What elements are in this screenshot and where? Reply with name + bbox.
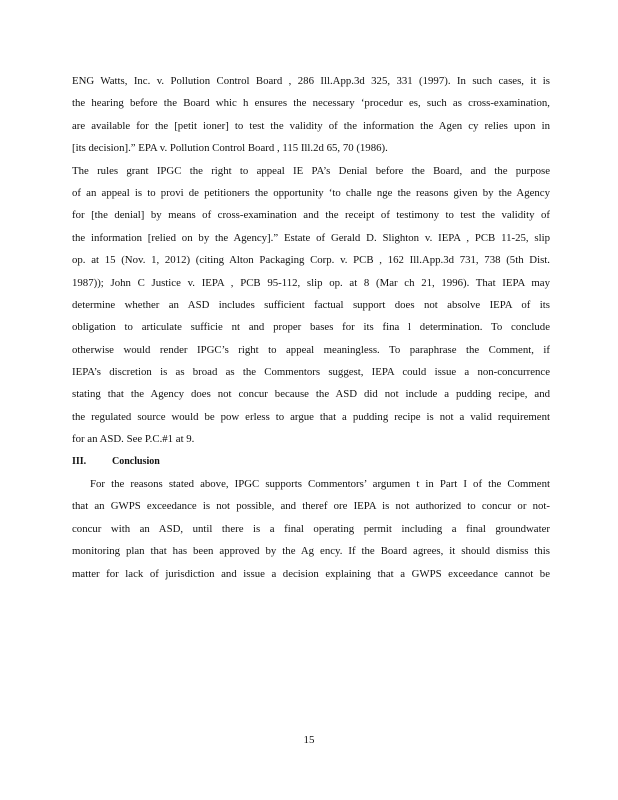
text-line: the regulated source would be pow erless to argue that a pudding recipe is not a valid requirement <box>72 410 550 423</box>
text-line: For the reasons stated above, IPGC supports Commentors’ argumen t in Part I of the Comment <box>90 478 550 491</box>
text-line: [its decision].” EPA v. Pollution Control Board , 115 Ill.2d 65, 70 (1986). <box>72 142 388 155</box>
text-line: stating that the Agency does not concur because the ASD did not include a pudding recipe, and <box>72 388 550 401</box>
text-line: matter for lack of jurisdiction and issue a decision explaining that a GWPS exceedance cannot be <box>72 567 550 580</box>
text-line: op. at 15 (Nov. 1, 2012) (citing Alton Packaging Corp. v. PCB , 162 Ill.App.3d 731, 738 (5th Dist. <box>72 254 550 267</box>
section-heading <box>72 451 550 473</box>
text-line: concur with an ASD, until there is a final operating permit including a final groundwater <box>72 522 550 535</box>
text-line: the hearing before the Board whic h ensures the necessary ‘procedur es, such as cross-examination, <box>72 97 550 110</box>
text-line: for an ASD. See P.C.#1 at 9. <box>72 433 195 446</box>
text-line: otherwise would render IPGC’s right to appeal meaningless. To paraphrase the Comment, if <box>72 343 550 356</box>
body-text <box>72 70 550 585</box>
text-line: the information [relied on by the Agency].” Estate of Gerald D. Slighton v. IEPA , PCB 11-25, slip <box>72 231 550 244</box>
page-number: 15 <box>303 734 315 746</box>
text-line: IEPA’s discretion is as broad as the Commentors suggest, IEPA could issue a non-concurrence <box>72 366 550 379</box>
text-line: determine whether an ASD includes sufficient factual support does not absolve IEPA of its <box>72 298 550 311</box>
text-line: The rules grant IPGC the right to appeal IE PA’s Denial before the Board, and the purpose <box>72 164 550 177</box>
text-line: ENG Watts, Inc. v. Pollution Control Board , 286 Ill.App.3d 325, 331 (1997). In such cases, it is <box>72 75 550 87</box>
text-line: that an GWPS exceedance is not possible, and theref ore IEPA is not authorized to concur or not- <box>72 500 550 513</box>
section-title: Conclusion <box>112 455 160 467</box>
text-line: 1987)); John C Justice v. IEPA , PCB 95-112, slip op. at 8 (Mar ch 21, 1996). That IEPA may <box>72 276 550 289</box>
text-line: obligation to articulate sufficie nt and proper bases for its fina l determination. To conclude <box>72 321 550 334</box>
section-number: III. <box>72 455 87 467</box>
text-line: monitoring plan that has been approved by the Ag ency. If the Board agrees, it should dismiss this <box>72 545 550 558</box>
text-line: for [the denial] by means of cross-examination and the receipt of testimony to test the validity of <box>72 209 550 222</box>
text-line: of an appeal is to provi de petitioners the opportunity ‘to challe nge the reasons given by the Agency <box>72 186 550 199</box>
text-line: are available for the [petit ioner] to test the validity of the information the Agen cy relies upon in <box>72 119 550 132</box>
